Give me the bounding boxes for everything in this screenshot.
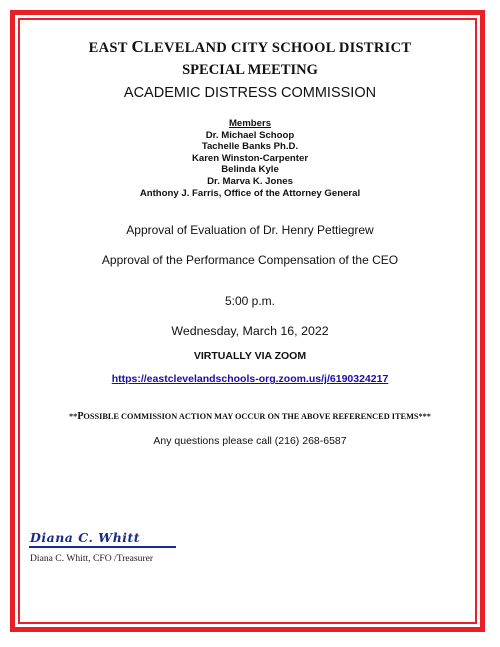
signature-script: Diana C. Whitt	[30, 530, 141, 545]
meeting-time: 5:00 p.m.	[224, 294, 276, 309]
signature-caption: Diana C. Whitt, CFO /Treasurer	[30, 553, 154, 564]
questions-contact: Any questions please call (216) 268-6587	[153, 435, 347, 448]
district-title-text: EAST CLEVELAND CITY SCHOOL DISTRICT	[88, 37, 412, 56]
member-name: Belinda Kyle	[221, 164, 279, 176]
meeting-venue: VIRTUALLY VIA ZOOM	[193, 350, 307, 363]
member-name: Dr. Marva K. Jones	[207, 175, 293, 187]
agenda-item: Approval of Evaluation of Dr. Henry Pettiegrew	[126, 223, 374, 238]
signature-line	[29, 547, 176, 548]
meeting-date: Wednesday, March 16, 2022	[171, 324, 329, 339]
member-name: Karen Winston-Carpenter	[191, 152, 309, 164]
member-name: Tachelle Banks Ph.D.	[201, 141, 299, 153]
meeting-type: SPECIAL MEETING	[182, 62, 318, 78]
member-name: Anthony J. Farris, Office of the Attorney General	[139, 187, 361, 199]
agenda-item: Approval of the Performance Compensation of the CEO	[101, 253, 399, 268]
notice-content	[24, 38, 476, 448]
action-notice: **POSSIBLE COMMISSION ACTION MAY OCCUR ON THE ABOVE REFERENCED ITEMS***	[69, 411, 431, 423]
member-name: Dr. Michael Schoop	[205, 129, 295, 141]
zoom-link[interactable]: https://eastclevelandschools-org.zoom.us/j/6190324217	[111, 373, 389, 386]
members-heading: Members	[228, 118, 272, 129]
district-title	[24, 38, 476, 57]
commission-name: ACADEMIC DISTRESS COMMISSION	[123, 85, 377, 101]
members-list	[24, 118, 476, 199]
